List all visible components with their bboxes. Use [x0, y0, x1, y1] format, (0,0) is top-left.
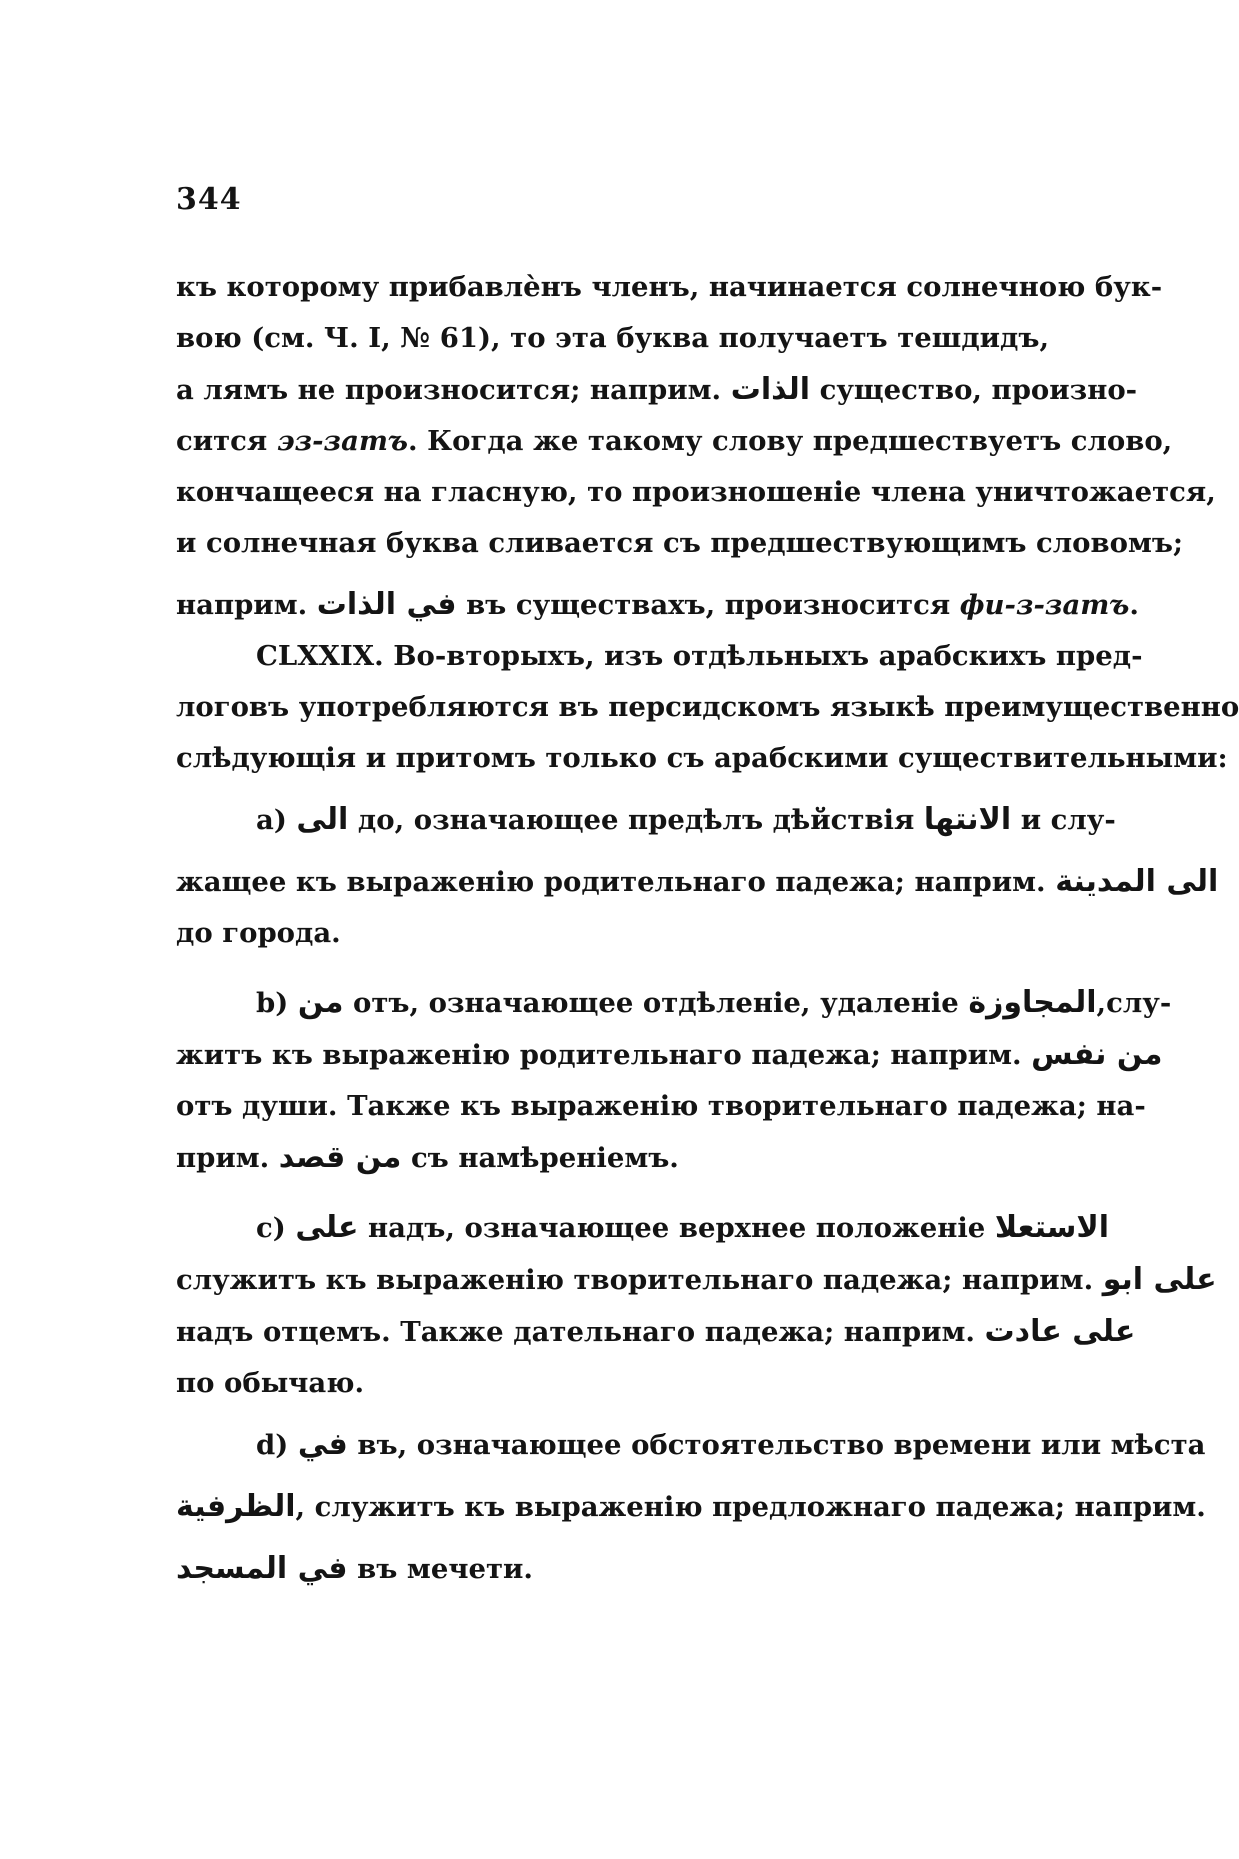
arabic-word: الى	[296, 802, 349, 837]
text-line: жащее къ выраженію родительнаго падежа; наприм. الى المدينة	[176, 864, 1219, 899]
text-line: надъ отцемъ. Также дательнаго падежа; наприм. على عادت	[176, 1314, 1136, 1349]
text-line: الظرفية, служитъ къ выраженію предложнаго падежа; наприм.	[176, 1489, 1206, 1524]
arabic-word: الذات	[730, 372, 810, 407]
arabic-word: في المسجد	[176, 1551, 348, 1586]
text-line: слѣдующія и притомъ только съ арабскими существительными:	[176, 742, 1228, 774]
text-line: кончащееся на гласную, то произношеніе члена уничтожается,	[176, 476, 1216, 508]
transliteration: эз-затъ	[276, 425, 408, 457]
transliteration: фи-з-затъ	[959, 589, 1130, 621]
list-item-b: b) من отъ, означающее отдѣленіе, удаленіе المجاوزة,слу-	[256, 985, 1172, 1020]
arabic-word: من قصد	[278, 1140, 402, 1175]
body-text	[176, 262, 1239, 1595]
arabic-word: الى المدينة	[1055, 864, 1219, 899]
list-item-d: d) في въ, означающее обстоятельство времени или мѣста	[256, 1427, 1206, 1462]
arabic-word: الانتها	[923, 802, 1012, 837]
text-line: по обычаю.	[176, 1367, 365, 1399]
arabic-word: على عادت	[984, 1314, 1136, 1349]
text-line: служитъ къ выраженію творительнаго падежа; наприм. على ابو	[176, 1262, 1217, 1297]
section-heading-line: CLXXIX. Во-вторыхъ, изъ отдѣльныхъ арабскихъ пред-	[256, 640, 1143, 672]
arabic-word: في الذات	[316, 587, 457, 622]
text-line: а лямъ не произносится; наприм. الذات существо, произно-	[176, 372, 1138, 407]
arabic-word: المجاوزة	[968, 985, 1097, 1020]
list-item-a: а) الى до, означающее предѣлъ дѣйствія الانتها и слу-	[256, 802, 1116, 837]
text-line: и солнечная буква сливается съ предшествующимъ словомъ;	[176, 527, 1184, 559]
text-line: до города.	[176, 917, 341, 949]
arabic-word: الاستعلا	[994, 1210, 1109, 1245]
arabic-word: على	[295, 1210, 359, 1245]
text-line: прим. من قصد съ намѣреніемъ.	[176, 1140, 679, 1175]
text-line: логовъ употребляются въ персидскомъ языкѣ преимущественно	[176, 691, 1239, 723]
text-line: житъ къ выраженію родительнаго падежа; наприм. من نفس	[176, 1037, 1163, 1072]
page-number: 344	[176, 182, 242, 217]
text-line: наприм. في الذات въ существахъ, произносится фи-з-затъ.	[176, 587, 1139, 622]
arabic-word: من نفس	[1031, 1037, 1163, 1072]
arabic-word: من	[297, 985, 344, 1020]
text-line: في المسجد въ мечети.	[176, 1551, 533, 1586]
text-line: вою (см. Ч. I, № 61), то эта буква получаетъ тешдидъ,	[176, 322, 1050, 354]
arabic-word: على ابو	[1102, 1262, 1217, 1297]
text-line: сится эз-затъ. Когда же такому слову предшествуетъ слово,	[176, 425, 1173, 457]
arabic-word: الظرفية	[176, 1489, 296, 1524]
text-line: къ которому прибавлѐнъ членъ, начинается солнечною бук-	[176, 271, 1163, 303]
arabic-word: في	[297, 1427, 348, 1462]
list-item-c: c) على надъ, означающее верхнее положеніе الاستعلا	[256, 1210, 1109, 1245]
text-line: отъ души. Также къ выраженію творительнаго падежа; на-	[176, 1090, 1146, 1122]
